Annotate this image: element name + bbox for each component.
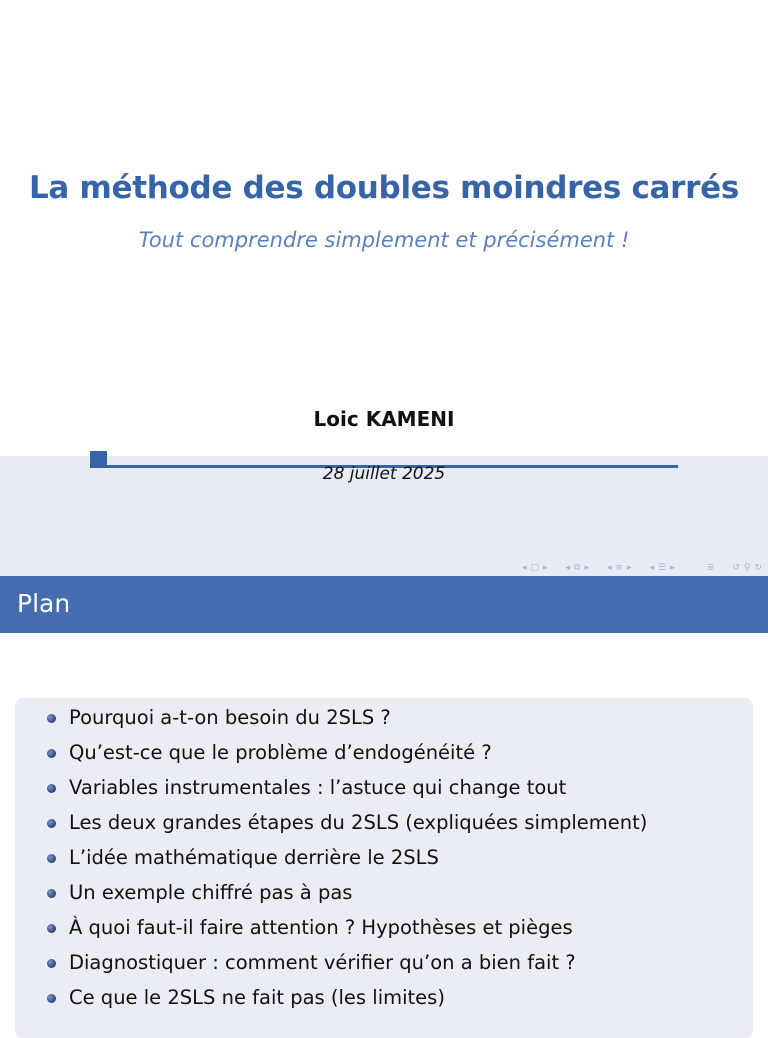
bullet-icon — [47, 714, 56, 723]
presentation-date: 28 juillet 2025 — [322, 464, 446, 484]
list-item-text: Les deux grandes étapes du 2SLS (expliquées simplement) — [69, 811, 648, 834]
list-item — [47, 843, 647, 878]
bullet-icon — [47, 959, 56, 968]
list-item-text: Diagnostiquer : comment vérifier qu’on a bien fait ? — [69, 951, 576, 974]
list-item-text: Pourquoi a-t-on besoin du 2SLS ? — [69, 706, 391, 729]
nav-section-left-icon[interactable]: ◂ — [649, 563, 655, 573]
list-item-text: L’idée mathématique derrière le 2SLS — [69, 846, 439, 869]
bullet-icon — [47, 854, 56, 863]
list-item-text: Un exemple chiffré pas à pas — [69, 881, 353, 904]
beamer-navigation — [522, 562, 762, 574]
list-item — [47, 703, 647, 738]
frame-header — [0, 576, 768, 633]
list-item — [47, 948, 647, 983]
list-item-text: Variables instrumentales : l’astuce qui change tout — [69, 776, 567, 799]
list-item — [47, 808, 647, 843]
nav-frame-right-icon[interactable]: ▸ — [584, 563, 590, 573]
nav-section-icon[interactable]: ☰ — [658, 563, 667, 573]
list-item — [47, 983, 647, 1018]
author-name: Loic KAMENI — [313, 407, 455, 431]
nav-subsection-icon[interactable]: ≡ — [615, 563, 624, 573]
nav-undo-icon[interactable]: ↺ — [732, 563, 740, 573]
list-item — [47, 878, 647, 913]
bullet-icon — [47, 924, 56, 933]
nav-section-right-icon[interactable]: ▸ — [670, 563, 675, 573]
plan-list — [47, 703, 647, 1018]
bullet-icon — [47, 994, 56, 1003]
frame-title: Plan — [17, 589, 71, 618]
bullet-icon — [47, 889, 56, 898]
nav-search-icon[interactable]: ⚲ — [743, 563, 751, 573]
bullet-icon — [47, 784, 56, 793]
nav-doc-icon[interactable]: ≣ — [706, 563, 715, 573]
nav-slide-right-icon[interactable]: ▸ — [542, 563, 548, 573]
bullet-icon — [47, 749, 56, 758]
nav-subsection-right-icon[interactable]: ▸ — [627, 563, 632, 573]
plan-block — [15, 698, 753, 1038]
list-item-text: À quoi faut-il faire attention ? Hypothèses et pièges — [69, 916, 573, 939]
presentation-subtitle: Tout comprendre simplement et précisément ! — [138, 228, 630, 252]
nav-slide-icon[interactable]: □ — [530, 563, 539, 573]
nav-slide-left-icon[interactable]: ◂ — [521, 563, 527, 573]
list-item-text: Qu’est-ce que le problème d’endogénéité ? — [69, 741, 492, 764]
nav-frame-left-icon[interactable]: ◂ — [565, 563, 571, 573]
list-item-text: Ce que le 2SLS ne fait pas (les limites) — [69, 986, 445, 1009]
presentation-title: La méthode des doubles moindres carrés — [28, 170, 740, 206]
nav-zoom-icon[interactable]: ↻ — [754, 563, 762, 573]
list-item — [47, 773, 647, 808]
nav-frame-icon[interactable]: ⧉ — [574, 563, 581, 573]
list-item — [47, 738, 647, 773]
bullet-icon — [47, 819, 56, 828]
nav-subsection-left-icon[interactable]: ◂ — [607, 563, 612, 573]
list-item — [47, 913, 647, 948]
